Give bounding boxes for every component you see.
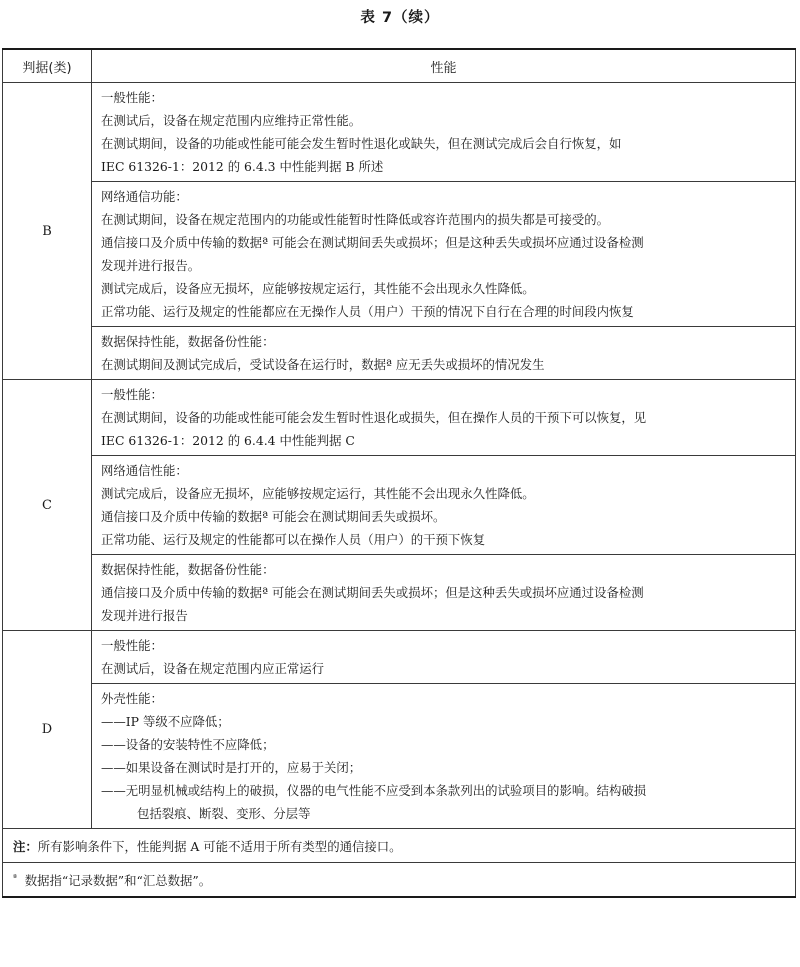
performance-block xyxy=(92,327,796,380)
text-line: IEC 61326-1：2012 的 6.4.3 中性能判据 B 所述 xyxy=(101,159,384,174)
performance-block xyxy=(92,456,796,555)
text-line: IEC 61326-1：2012 的 6.4.4 中性能判据 C xyxy=(101,433,355,448)
note-cell xyxy=(3,829,796,863)
table-row xyxy=(3,182,796,327)
footnote-row xyxy=(3,863,796,898)
block-title: 数据保持性能，数据备份性能： xyxy=(101,334,275,349)
text-line: 通信接口及介质中传输的数据ª 可能会在测试期间丢失或损坏；但是这种丢失或损坏应通过设备检测 xyxy=(101,235,644,250)
text-line: 正常功能、运行及规定的性能都应在无操作人员（用户）干预的情况下自行在合理的时间段内恢复 xyxy=(101,304,634,319)
performance-block xyxy=(92,684,796,829)
list-item: ——如果设备在测试时是打开的，应易于关闭； xyxy=(101,760,362,775)
block-title: 一般性能： xyxy=(101,638,163,653)
footnote-cell xyxy=(3,863,796,898)
text-line: 发现并进行报告 xyxy=(101,608,188,623)
block-title: 网络通信性能： xyxy=(101,463,188,478)
table-row xyxy=(3,380,796,456)
table-row xyxy=(3,83,796,182)
table-header-row xyxy=(3,49,796,83)
note-text: 所有影响条件下，性能判据 A 可能不适用于所有类型的通信接口。 xyxy=(37,838,402,854)
text-line: 发现并进行报告。 xyxy=(101,258,201,273)
text-line: 测试完成后，设备应无损坏，应能够按规定运行，其性能不会出现永久性降低。 xyxy=(101,281,535,296)
block-title: 网络通信功能： xyxy=(101,189,188,204)
text-line: 测试完成后，设备应无损坏，应能够按规定运行，其性能不会出现永久性降低。 xyxy=(101,486,535,501)
text-line: 在测试期间，设备的功能或性能可能会发生暂时性退化或缺失，但在测试完成后会自行恢复，如 xyxy=(101,136,622,151)
table-row xyxy=(3,327,796,380)
text-line: 通信接口及介质中传输的数据ª 可能会在测试期间丢失或损坏；但是这种丢失或损坏应通过设备检测 xyxy=(101,585,644,600)
list-item-continuation: 包括裂痕、断裂、变形、分层等 xyxy=(137,806,311,821)
criteria-class-cell: D xyxy=(3,631,92,829)
criteria-class-cell: C xyxy=(3,380,92,631)
performance-criteria-table xyxy=(2,48,796,898)
text-line: 在测试期间及测试完成后，受试设备在运行时，数据ª 应无丢失或损坏的情况发生 xyxy=(101,357,545,372)
note-row xyxy=(3,829,796,863)
text-line: 在测试后，设备在规定范围内应维持正常性能。 xyxy=(101,113,362,128)
block-title: 外壳性能： xyxy=(101,691,163,706)
performance-block xyxy=(92,631,796,684)
table-row xyxy=(3,456,796,555)
list-item: ——无明显机械或结构上的破损，仪器的电气性能不应受到本条款列出的试验项目的影响。结构破损 xyxy=(101,783,647,798)
text-line: 正常功能、运行及规定的性能都可以在操作人员（用户）的干预下恢复 xyxy=(101,532,486,547)
criteria-class-cell: B xyxy=(3,83,92,380)
performance-block xyxy=(92,182,796,327)
performance-block xyxy=(92,380,796,456)
header-performance: 性能 xyxy=(92,49,796,83)
text-line: 在测试期间，设备在规定范围内的功能或性能暂时性降低或容许范围内的损失都是可接受的。 xyxy=(101,212,610,227)
list-item: ——设备的安装特性不应降低； xyxy=(101,737,275,752)
performance-block xyxy=(92,83,796,182)
text-line: 在测试后，设备在规定范围内应正常运行 xyxy=(101,661,325,676)
block-title: 一般性能： xyxy=(101,90,163,105)
table-row xyxy=(3,684,796,829)
table-caption: 表 7（续） xyxy=(360,10,440,26)
text-line: 在测试期间，设备的功能或性能可能会发生暂时性退化或损失，但在操作人员的干预下可以恢复，见 xyxy=(101,410,647,425)
list-item: ——IP 等级不应降低； xyxy=(101,714,230,729)
performance-block xyxy=(92,555,796,631)
note-label: 注： xyxy=(13,838,38,854)
footnote-mark: ª xyxy=(13,872,17,882)
footnote-text: 数据指“记录数据”和“汇总数据”。 xyxy=(24,872,212,888)
block-title: 数据保持性能，数据备份性能： xyxy=(101,562,275,577)
table-row xyxy=(3,631,796,684)
block-title: 一般性能： xyxy=(101,387,163,402)
header-criteria-class: 判据(类) xyxy=(3,49,92,83)
table-row xyxy=(3,555,796,631)
text-line: 通信接口及介质中传输的数据ª 可能会在测试期间丢失或损坏。 xyxy=(101,509,446,524)
